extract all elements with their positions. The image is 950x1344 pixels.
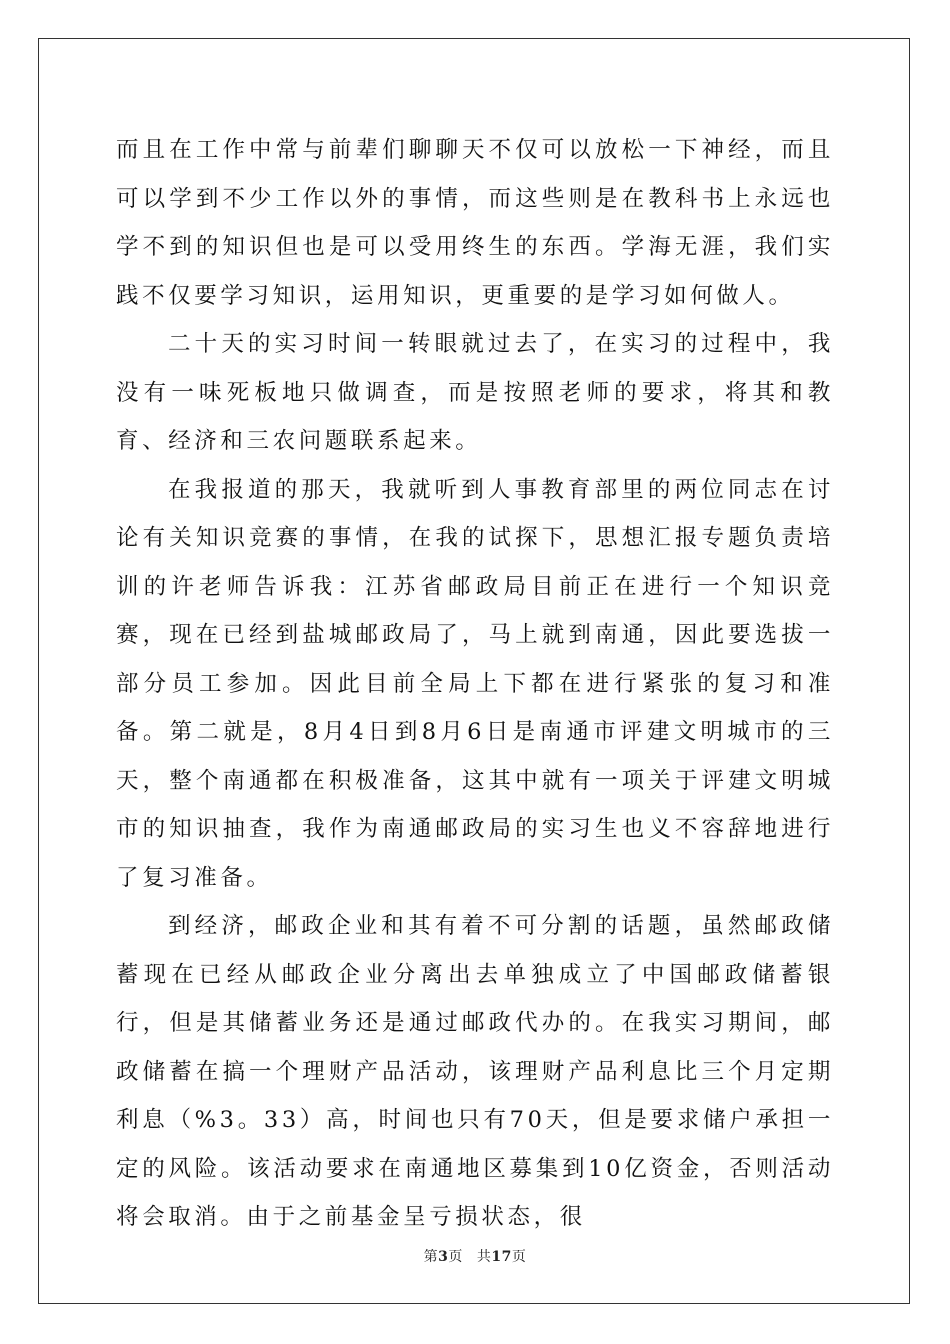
- page-total: 共17页: [476, 1249, 527, 1265]
- document-body: [116, 126, 834, 1242]
- paragraph-2: 二十天的实习时间一转眼就过去了，在实习的过程中，我没有一味死板地只做调查，而是按照老师的要求，将其和教育、经济和三农问题联系起来。: [116, 331, 834, 454]
- paragraph-4: 到经济，邮政企业和其有着不可分割的话题，虽然邮政储蓄现在已经从邮政企业分离出去单独成立了中国邮政储蓄银行，但是其储蓄业务还是通过邮政代办的。在我实习期间，邮政储蓄在搞一个理财产品活动，该理财产品利息比三个月定期利息（%3。33）高，时间也只有70天，但是要求储户承担一定的风险。该活动要求在南通地区募集到10亿资金，否则活动将会取消。由于之前基金呈亏损状态，很: [116, 913, 834, 1230]
- paragraph-1: 而且在工作中常与前辈们聊聊天不仅可以放松一下神经，而且可以学到不少工作以外的事情，而这些则是在教科书上永远也学不到的知识但也是可以受用终生的东西。学海无涯，我们实践不仅要学习知识，运用知识，更重要的是学习如何做人。: [116, 137, 834, 309]
- page-footer: [0, 1246, 950, 1266]
- paragraph-3: 在我报道的那天，我就听到人事教育部里的两位同志在讨论有关知识竞赛的事情，在我的试探下，思想汇报专题负责培训的许老师告诉我：江苏省邮政局目前正在进行一个知识竞赛，现在已经到盐城邮政局了，马上就到南通，因此要选拔一部分员工参加。因此目前全局上下都在进行紧张的复习和准备。第二就是，8月4日到8月6日是南通市评建文明城市的三天，整个南通都在积极准备，这其中就有一项关于评建文明城市的知识抽查，我作为南通邮政局的实习生也义不容辞地进行了复习准备。: [116, 476, 834, 891]
- page-number: 第3页: [423, 1249, 463, 1265]
